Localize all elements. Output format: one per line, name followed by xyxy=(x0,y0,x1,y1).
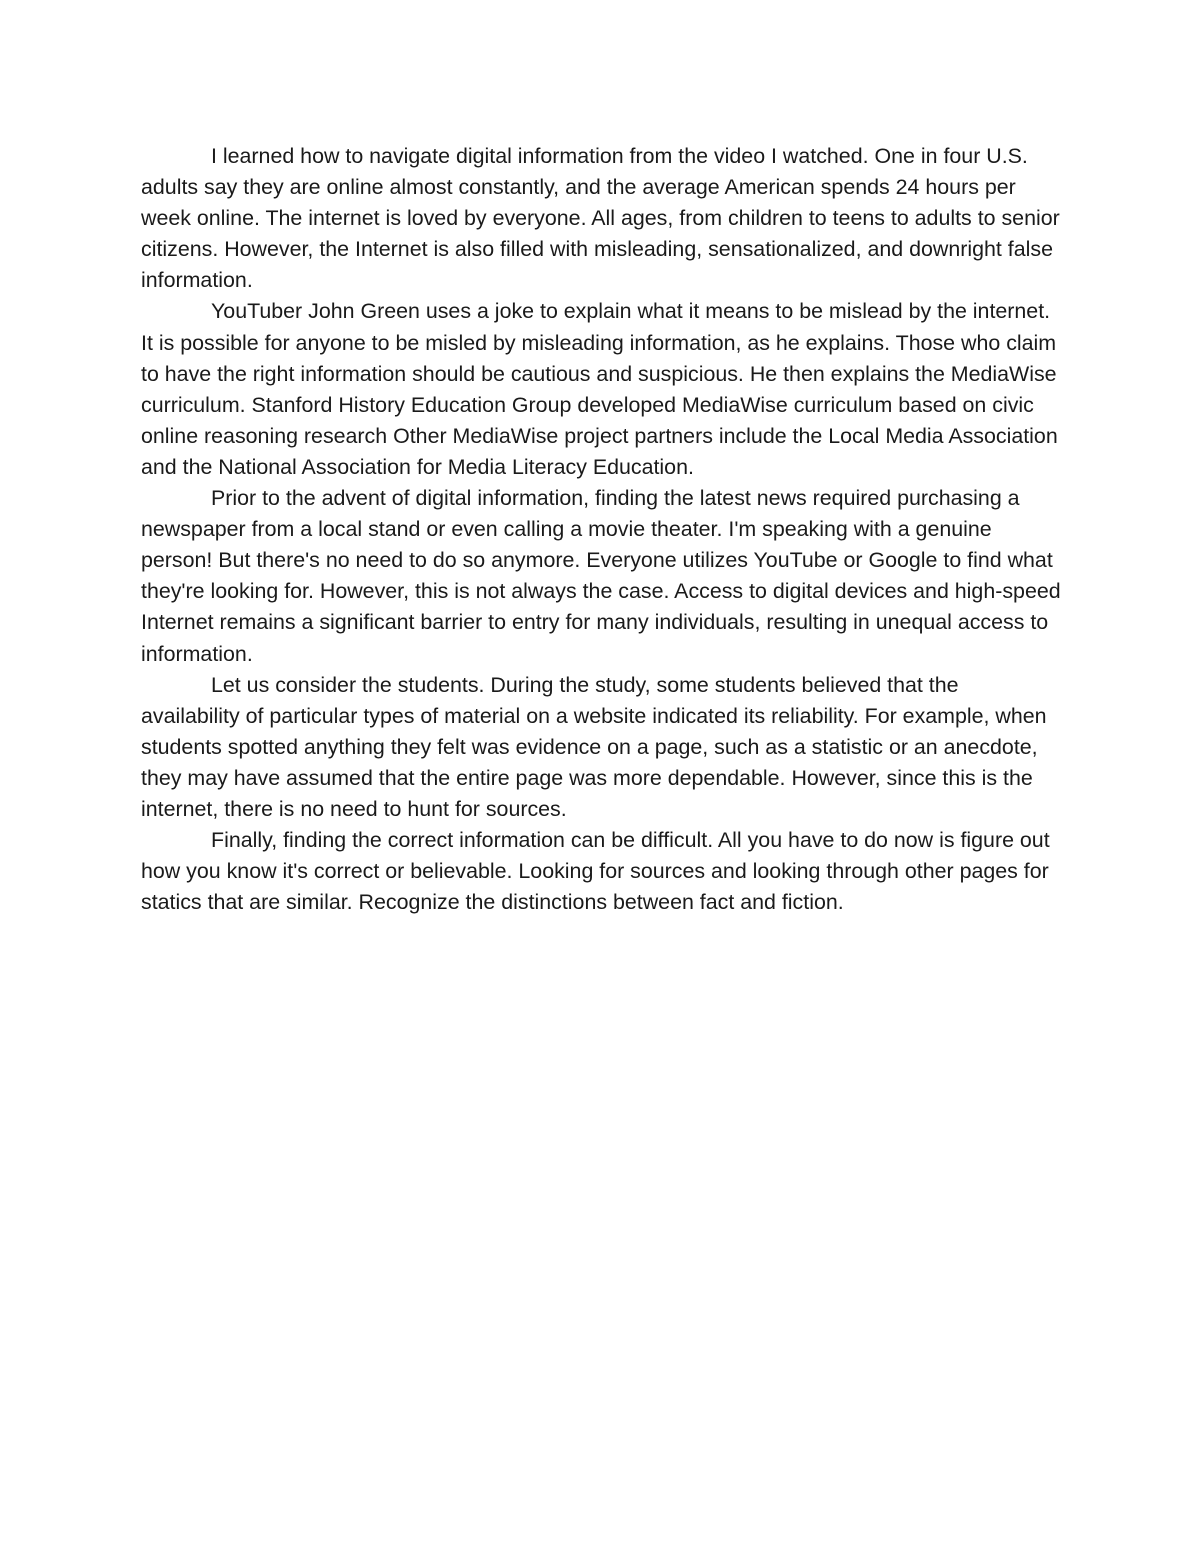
paragraph-3: Prior to the advent of digital information, finding the latest news required purchasing a newspaper from a local stand or even calling a movie theater. I'm speaking with a genuine person! But there's no need to do so anymore. Everyone utilizes YouTube or Google to find what they're looking for. However, this is not always the case. Access to digital devices and high-speed Internet remains a significant barrier to entry for many individuals, resulting in unequal access to information. xyxy=(141,486,1061,666)
paragraph-5: Finally, finding the correct information can be difficult. All you have to do now is figure out how you know it's correct or believable. Looking for sources and looking through other pages for statics that are similar. Recognize the distinctions between fact and fiction. xyxy=(141,828,1050,915)
paragraph-1: I learned how to navigate digital information from the video I watched. One in four U.S. adults say they are online almost constantly, and the average American spends 24 hours per week online. The internet is loved by everyone. All ages, from children to teens to adults to senior citizens. However, the Internet is also filled with misleading, sensationalized, and downright false information. xyxy=(141,144,1060,293)
paragraph-4: Let us consider the students. During the study, some students believed that the availability of particular types of material on a website indicated its reliability. For example, when students spotted anything they felt was evidence on a page, such as a statistic or an anecdote, they may have assumed that the entire page was more dependable. However, since this is the internet, there is no need to hunt for sources. xyxy=(141,672,1047,821)
document-body xyxy=(141,141,1061,918)
paragraph-2: YouTuber John Green uses a joke to explain what it means to be mislead by the internet. It is possible for anyone to be misled by misleading information, as he explains. Those who claim to have the right information should be cautious and suspicious. He then explains the MediaWise curriculum. Stanford History Education Group developed MediaWise curriculum based on civic online reasoning research Other MediaWise project partners include the Local Media Association and the National Association for Media Literacy Education. xyxy=(141,299,1058,479)
